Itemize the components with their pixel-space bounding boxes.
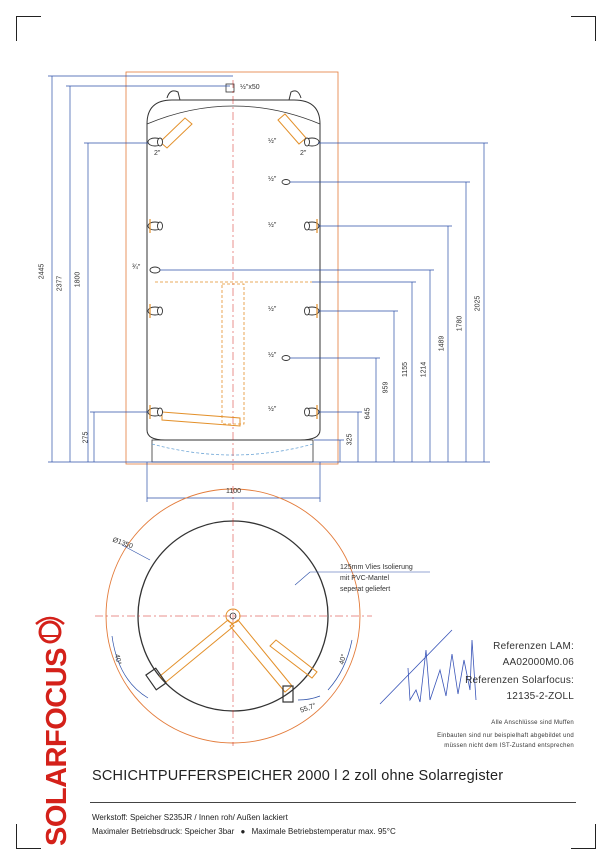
footer-bullet: ● <box>240 827 246 836</box>
dim-1489: 1489 <box>438 335 446 352</box>
page-title: SCHICHTPUFFERSPEICHER 2000 l 2 zoll ohne Solarregister <box>92 768 504 784</box>
sun-icon <box>36 618 64 642</box>
insulation-note-3: seperat geliefert <box>340 586 391 593</box>
pipe-label-2in-tr: 2" <box>300 150 307 157</box>
pipe-label-half-311: ½" <box>268 306 277 313</box>
title-divider <box>90 802 576 803</box>
pipe-label-half-226: ½" <box>268 222 277 229</box>
angle-left: 40° <box>112 653 122 666</box>
ref-lam-value: AA02000M0.06 <box>502 657 574 668</box>
pipe-label-quarter: ¾" <box>132 264 141 271</box>
corner-mark-bottom-right <box>571 824 596 849</box>
ref-solarfocus-label: Referenzen Solarfocus: <box>465 675 574 686</box>
ref-lam-label: Referenzen LAM: <box>493 641 574 652</box>
solarfocus-logo <box>22 610 78 850</box>
dim-645: 645 <box>364 407 372 420</box>
signature <box>380 630 476 704</box>
top-port-label: ½"x50 <box>240 84 260 91</box>
dim-diameter: Ø1350 <box>111 536 134 551</box>
footer-material: Werkstoff: Speicher S235JR / Innen roh/ Außen lackiert <box>92 813 288 822</box>
dim-1780: 1780 <box>456 315 464 332</box>
footer-temperature-text: Maximale Betriebstemperatur max. 95°C <box>251 827 396 836</box>
insulation-note-2: mit PVC-Mantel <box>340 575 390 582</box>
pipe-label-half-182: ½" <box>268 176 277 183</box>
note-line-3: müssen nicht dem IST-Zustand entsprechen <box>444 743 574 749</box>
svg-text:SOLARFOCUS: SOLARFOCUS <box>41 648 73 846</box>
dim-275: 275 <box>82 431 90 444</box>
angle-bottom: 55,7° <box>299 702 318 715</box>
dim-width: 1100 <box>226 488 242 495</box>
dim-1214: 1214 <box>420 361 428 378</box>
dim-1800: 1800 <box>74 271 82 288</box>
dim-959: 959 <box>382 381 390 394</box>
footer-pressure-text: Maximaler Betriebsdruck: Speicher 3bar <box>92 827 235 836</box>
dim-325: 325 <box>346 433 354 446</box>
pipe-label-half-tr: ½" <box>268 138 277 145</box>
dim-2445: 2445 <box>38 263 46 280</box>
pipe-label-half-412: ½" <box>268 406 277 413</box>
footer-pressure <box>92 827 396 836</box>
dim-2377: 2377 <box>56 275 64 292</box>
dim-2025: 2025 <box>474 295 482 312</box>
pipe-label-2in-tl: 2" <box>154 150 161 157</box>
tank-base <box>152 440 313 462</box>
insulation-note-1: 125mm Vlies Isolierung <box>340 564 413 571</box>
note-line-1: Alle Anschlüsse sind Muffen <box>491 720 574 726</box>
angle-right: 40° <box>338 653 349 666</box>
pipe-label-half-358: ½" <box>268 352 277 359</box>
ref-solarfocus-value: 12135-2-ZOLL <box>506 691 574 702</box>
dim-1155: 1155 <box>402 361 410 378</box>
note-line-2: Einbauten sind nur beispielhaft abgebildet und <box>437 733 574 739</box>
